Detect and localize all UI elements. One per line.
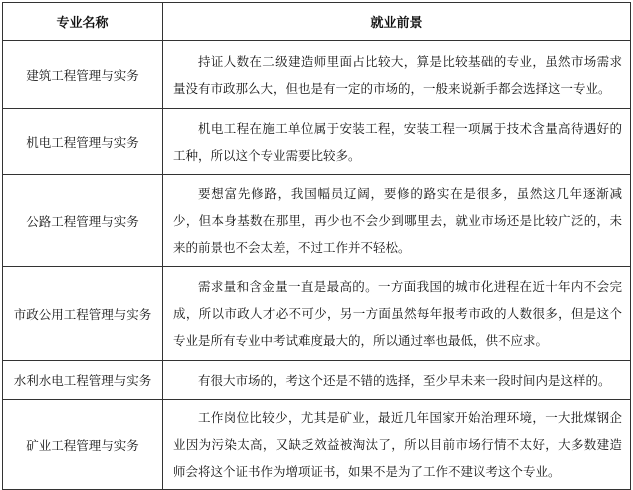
header-major-name: 专业名称 — [3, 3, 163, 41]
prospect-cell: 需求量和含金量一直是最高的。一方面我国的城市化进程在近十年内不会完成，所以市政人才必不可少，另一方面虽然每年报考市政的人数很多，但是这个专业是所有专业中考试难度最大的，所以通过率也最低，供不应求。 — [163, 267, 631, 361]
major-name-cell: 市政公用工程管理与实务 — [3, 267, 163, 361]
table-row — [3, 267, 631, 361]
prospect-cell: 工作岗位比较少，尤其是矿业，最近几年国家开始治理环境，一大批煤钢企业因为污染太高，又缺乏效益被淘汰了，所以目前市场行情不太好，大多数建造师会将这个证书作为增项证书，如果不是为了工作不建议考这个专业。 — [163, 400, 631, 490]
prospect-cell: 机电工程在施工单位属于安装工程，安装工程一项属于技术含量高待遇好的工种，所以这个专业需要比较多。 — [163, 109, 631, 175]
table-row — [3, 361, 631, 400]
career-prospects-table — [2, 2, 631, 490]
table-header-row — [3, 3, 631, 41]
table-row — [3, 41, 631, 109]
major-name-cell: 水利水电工程管理与实务 — [3, 361, 163, 400]
prospect-cell: 有很大市场的，考这个还是不错的选择，至少早未来一段时间内是这样的。 — [163, 361, 631, 400]
table-row — [3, 400, 631, 490]
career-prospects-table-container — [2, 2, 630, 490]
major-name-cell: 矿业工程管理与实务 — [3, 400, 163, 490]
major-name-cell: 建筑工程管理与实务 — [3, 41, 163, 109]
table-row — [3, 175, 631, 267]
table-row — [3, 109, 631, 175]
major-name-cell: 机电工程管理与实务 — [3, 109, 163, 175]
header-career-prospect: 就业前景 — [163, 3, 631, 41]
major-name-cell: 公路工程管理与实务 — [3, 175, 163, 267]
prospect-cell: 持证人数在二级建造师里面占比较大，算是比较基础的专业，虽然市场需求量没有市政那么大，但也是有一定的市场的，一般来说新手都会选择这一专业。 — [163, 41, 631, 109]
prospect-cell: 要想富先修路，我国幅员辽阔，要修的路实在是很多，虽然这几年逐渐减少，但本身基数在那里，再少也不会少到哪里去，就业市场还是比较广泛的，未来的前景也不会太差，不过工作并不轻松。 — [163, 175, 631, 267]
